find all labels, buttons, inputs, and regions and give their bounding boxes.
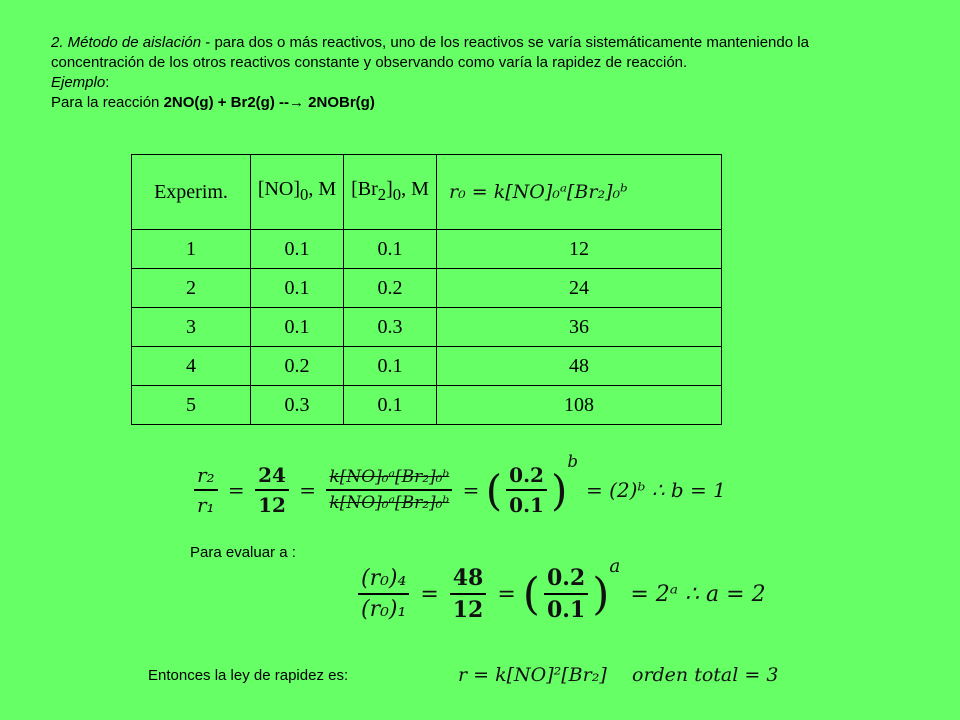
ratio-equation-a: $\frac{\text{(r₀)₄}}{\text{(r₀)₁}}$ = $\frac{48}{12}$ = ( $\frac{0.2}{0.1}$ ) $^a$ = 2ᵃ ∴ a = 2 [354,556,766,632]
cell-no: 0.2 [251,347,344,386]
ratio-equation-b: $\frac{\text{r₂}}{\text{r₁}}$ = $\frac{24}{12}$ = $\frac{\text{k[NO]₀ᵃ[Br₂]₀ᵇ}}{\text{k[NO]₀ᵃ[Br₂]₀ᵇ}}$ = ( $\frac{0.2}{0.1}$ ) $^b$ = (2)ᵇ ∴ b = 1 [190,452,726,528]
cell-no: 0.1 [251,269,344,308]
cell-experiment: 2 [132,269,251,308]
cell-no: 0.1 [251,230,344,269]
table-row [132,386,722,425]
final-rate-law: r = k[NO]²[Br₂] [458,664,607,686]
example-label: Ejemplo: [51,74,110,91]
cell-rate: 12 [437,230,722,269]
cell-rate: 48 [437,347,722,386]
final-law-label: Entonces la ley de rapidez es: [148,667,349,684]
cell-br2: 0.1 [344,386,437,425]
cell-experiment: 3 [132,308,251,347]
cell-experiment: 1 [132,230,251,269]
header-no: $[NO]_0$, M [251,155,344,230]
reaction-line: Para la reacción 2NO(g) + Br2(g) --→ 2NOBr(g) [51,94,375,111]
cell-experiment: 4 [132,347,251,386]
eval-a-label: Para evaluar a : [190,544,296,561]
cell-br2: 0.1 [344,347,437,386]
kinetics-table [131,154,722,425]
header-br2: $[Br_2]_0$, M [344,155,437,230]
table-row [132,230,722,269]
cell-br2: 0.3 [344,308,437,347]
cell-rate: 24 [437,269,722,308]
cell-no: 0.3 [251,386,344,425]
cell-rate: 108 [437,386,722,425]
cell-br2: 0.1 [344,230,437,269]
cell-no: 0.1 [251,308,344,347]
intro-text [51,33,881,113]
header-experiment: Experim. [132,155,251,230]
table-header-row [132,155,722,230]
cell-br2: 0.2 [344,269,437,308]
table-row [132,308,722,347]
table-row [132,269,722,308]
method-paragraph: 2. Método de aislación - para dos o más reactivos, uno de los reactivos se varía sistemáticamente manteniendo la concentración de los otros reactivos constante y observando como varía la rapidez de reacción. [51,34,809,71]
header-rate-formula: r₀ = k[NO]₀ᵃ[Br₂]₀ᵇ [437,155,722,230]
total-order: orden total = 3 [632,664,779,686]
cell-experiment: 5 [132,386,251,425]
cell-rate: 36 [437,308,722,347]
table-row [132,347,722,386]
